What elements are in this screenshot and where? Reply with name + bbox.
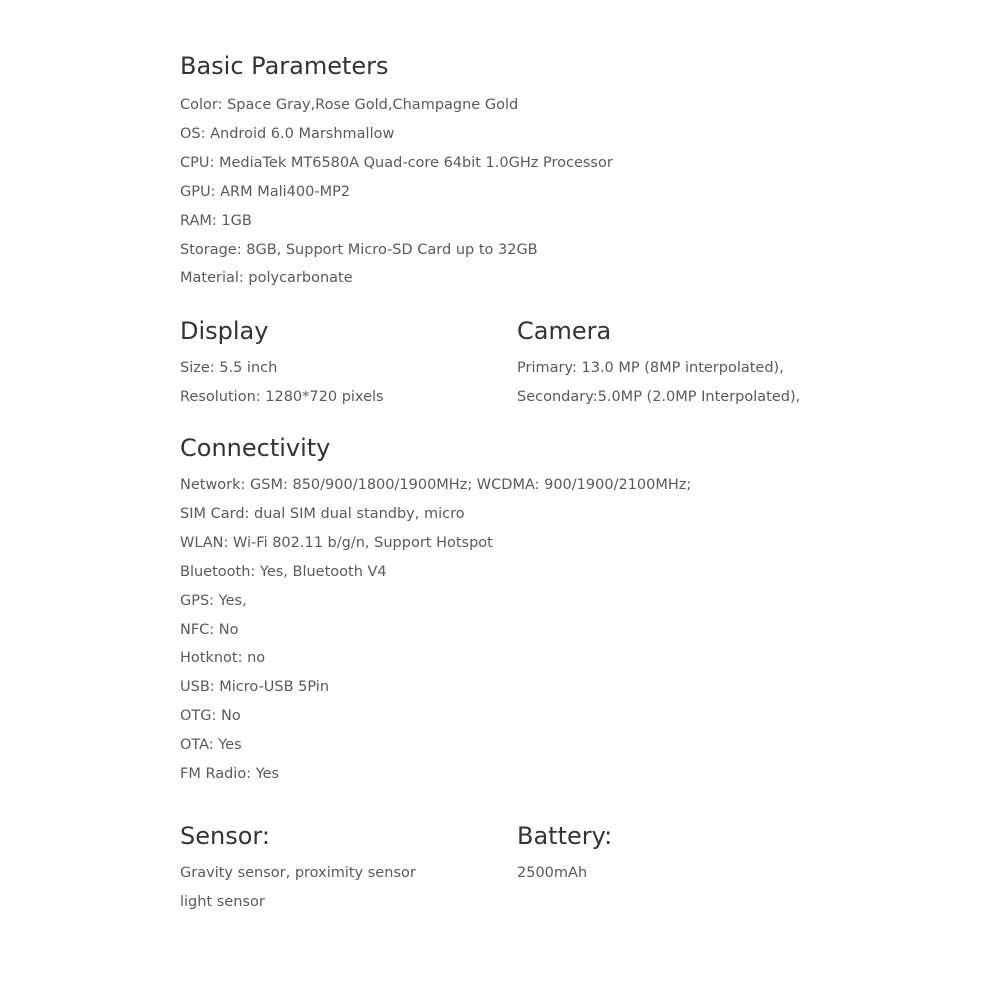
spec-light-sensor: light sensor — [180, 893, 265, 910]
spec-size: Size: 5.5 inch — [180, 360, 278, 376]
camera-section — [517, 317, 800, 412]
connectivity-heading: Connectivity — [180, 434, 331, 462]
spec-ram: RAM: 1GB — [180, 212, 252, 229]
spec-otg: OTG: No — [180, 708, 241, 725]
spec-cpu: CPU: MediaTek MT6580A Quad-core 64bit 1.0GHz Processor — [180, 154, 613, 171]
spec-wlan: WLAN: Wi-Fi 802.11 b/g/n, Support Hotspot — [180, 534, 493, 551]
spec-secondary-camera: Secondary:5.0MP (2.0MP Interpolated), — [517, 388, 801, 405]
battery-section — [517, 822, 612, 888]
battery-heading: Battery: — [517, 822, 613, 850]
connectivity-list — [180, 471, 691, 789]
spec-nfc: NFC: No — [180, 621, 239, 638]
camera-heading: Camera — [517, 317, 612, 345]
spec-sensors: Gravity sensor, proximity sensor — [180, 865, 416, 881]
spec-bluetooth: Bluetooth: Yes, Bluetooth V4 — [180, 563, 387, 580]
connectivity-section — [180, 434, 691, 789]
spec-network: Network: GSM: 850/900/1800/1900MHz; WCDMA: 900/1900/2100MHz; — [180, 477, 692, 493]
spec-os: OS: Android 6.0 Marshmallow — [180, 125, 395, 142]
spec-gpu: GPU: ARM Mali400-MP2 — [180, 183, 351, 200]
basic-parameters-section — [180, 52, 613, 293]
sensor-section — [180, 822, 416, 917]
sensor-list — [180, 859, 416, 917]
display-list — [180, 354, 384, 412]
display-heading: Display — [180, 317, 269, 345]
spec-battery-capacity: 2500mAh — [517, 865, 588, 881]
spec-material: Material: polycarbonate — [180, 270, 353, 287]
battery-list — [517, 859, 612, 888]
camera-list — [517, 354, 800, 412]
spec-color: Color: Space Gray,Rose Gold,Champagne Gold — [180, 97, 519, 113]
basic-parameters-heading: Basic Parameters — [180, 52, 389, 80]
spec-hotknot: Hotknot: no — [180, 650, 266, 667]
display-section — [180, 317, 384, 412]
spec-storage: Storage: 8GB, Support Micro-SD Card up to 32GB — [180, 241, 538, 258]
spec-ota: OTA: Yes — [180, 737, 242, 754]
spec-fm-radio: FM Radio: Yes — [180, 766, 280, 783]
basic-parameters-list — [180, 91, 613, 293]
spec-resolution: Resolution: 1280*720 pixels — [180, 388, 384, 405]
spec-usb: USB: Micro-USB 5Pin — [180, 679, 330, 696]
spec-gps: GPS: Yes, — [180, 592, 247, 609]
spec-primary-camera: Primary: 13.0 MP (8MP interpolated), — [517, 360, 784, 376]
spec-sim-card: SIM Card: dual SIM dual standby, micro — [180, 505, 465, 522]
sensor-heading: Sensor: — [180, 822, 270, 850]
